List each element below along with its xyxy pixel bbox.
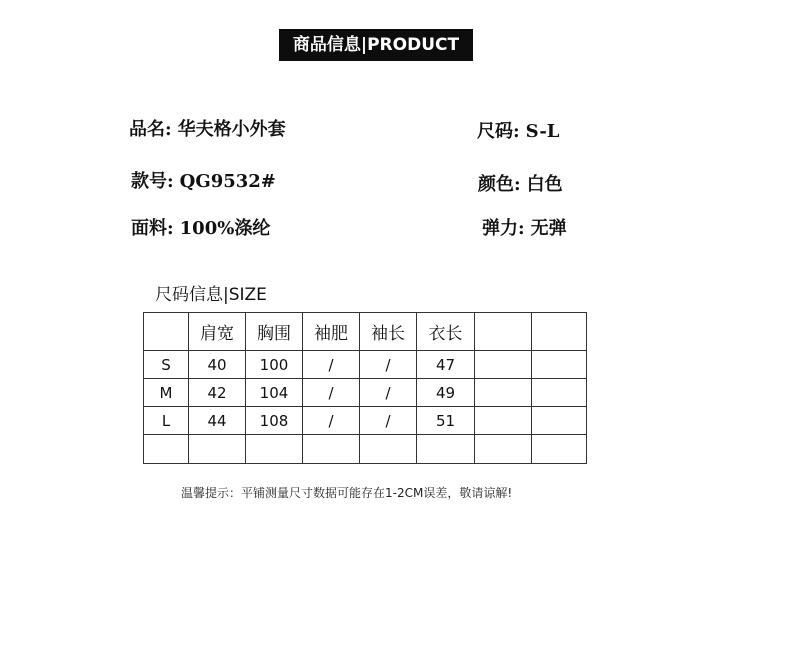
table-header-cell bbox=[144, 313, 189, 351]
table-cell bbox=[532, 407, 587, 435]
table-cell: 108 bbox=[246, 407, 303, 435]
table-cell: 44 bbox=[189, 407, 246, 435]
measurement-note: 温馨提示：平铺测量尺寸数据可能存在1-2CM误差，敬请谅解! bbox=[181, 486, 513, 500]
table-cell: / bbox=[360, 379, 417, 407]
size-label-cell: M bbox=[144, 379, 189, 407]
table-cell bbox=[475, 351, 532, 379]
style-code-field bbox=[131, 170, 276, 194]
style-code-label: 款号: bbox=[131, 171, 174, 192]
table-cell bbox=[532, 379, 587, 407]
size-label-cell: S bbox=[144, 351, 189, 379]
size-label-cell: L bbox=[144, 407, 189, 435]
table-cell: / bbox=[303, 379, 360, 407]
stretch-field bbox=[482, 217, 567, 241]
table-cell bbox=[475, 407, 532, 435]
table-header-cell: 袖长 bbox=[360, 313, 417, 351]
style-code-value: QG9532# bbox=[179, 171, 276, 192]
fabric-field bbox=[131, 217, 270, 241]
size-range-value: S-L bbox=[525, 121, 560, 142]
color-value: 白色 bbox=[526, 174, 563, 195]
color-label: 颜色: bbox=[478, 174, 521, 195]
color-field bbox=[478, 173, 563, 197]
table-row bbox=[144, 407, 587, 435]
product-name-value: 华夫格小外套 bbox=[177, 119, 286, 140]
size-range-label: 尺码: bbox=[477, 121, 520, 142]
table-header-cell: 衣长 bbox=[417, 313, 475, 351]
table-header-cell: 胸围 bbox=[246, 313, 303, 351]
table-row bbox=[144, 379, 587, 407]
table-row bbox=[144, 351, 587, 379]
table-cell: 49 bbox=[417, 379, 475, 407]
table-cell bbox=[475, 435, 532, 464]
size-section-title: 尺码信息|SIZE bbox=[155, 285, 267, 305]
table-header-cell bbox=[532, 313, 587, 351]
table-header-cell: 袖肥 bbox=[303, 313, 360, 351]
table-cell: 47 bbox=[417, 351, 475, 379]
table-cell bbox=[417, 435, 475, 464]
table-cell bbox=[532, 351, 587, 379]
fabric-label: 面料: bbox=[131, 218, 174, 239]
size-label-cell bbox=[144, 435, 189, 464]
table-cell: 40 bbox=[189, 351, 246, 379]
table-cell bbox=[532, 435, 587, 464]
table-header-row bbox=[144, 313, 587, 351]
table-cell bbox=[360, 435, 417, 464]
table-cell: / bbox=[303, 351, 360, 379]
stretch-label: 弹力: bbox=[482, 218, 525, 239]
table-cell bbox=[475, 379, 532, 407]
table-cell: 100 bbox=[246, 351, 303, 379]
table-cell bbox=[189, 435, 246, 464]
table-cell bbox=[246, 435, 303, 464]
table-header-cell: 肩宽 bbox=[189, 313, 246, 351]
product-name-field bbox=[129, 118, 286, 142]
table-cell: / bbox=[360, 351, 417, 379]
size-table bbox=[143, 312, 587, 464]
product-name-label: 品名: bbox=[129, 119, 172, 140]
table-cell: / bbox=[360, 407, 417, 435]
table-header-cell bbox=[475, 313, 532, 351]
product-info-header: 商品信息|PRODUCT bbox=[279, 29, 473, 61]
stretch-value: 无弹 bbox=[530, 218, 567, 239]
table-row bbox=[144, 435, 587, 464]
fabric-value: 100%涤纶 bbox=[179, 218, 271, 239]
table-cell: 51 bbox=[417, 407, 475, 435]
table-cell: 104 bbox=[246, 379, 303, 407]
table-cell: 42 bbox=[189, 379, 246, 407]
size-range-field bbox=[477, 120, 559, 144]
table-cell bbox=[303, 435, 360, 464]
table-cell: / bbox=[303, 407, 360, 435]
